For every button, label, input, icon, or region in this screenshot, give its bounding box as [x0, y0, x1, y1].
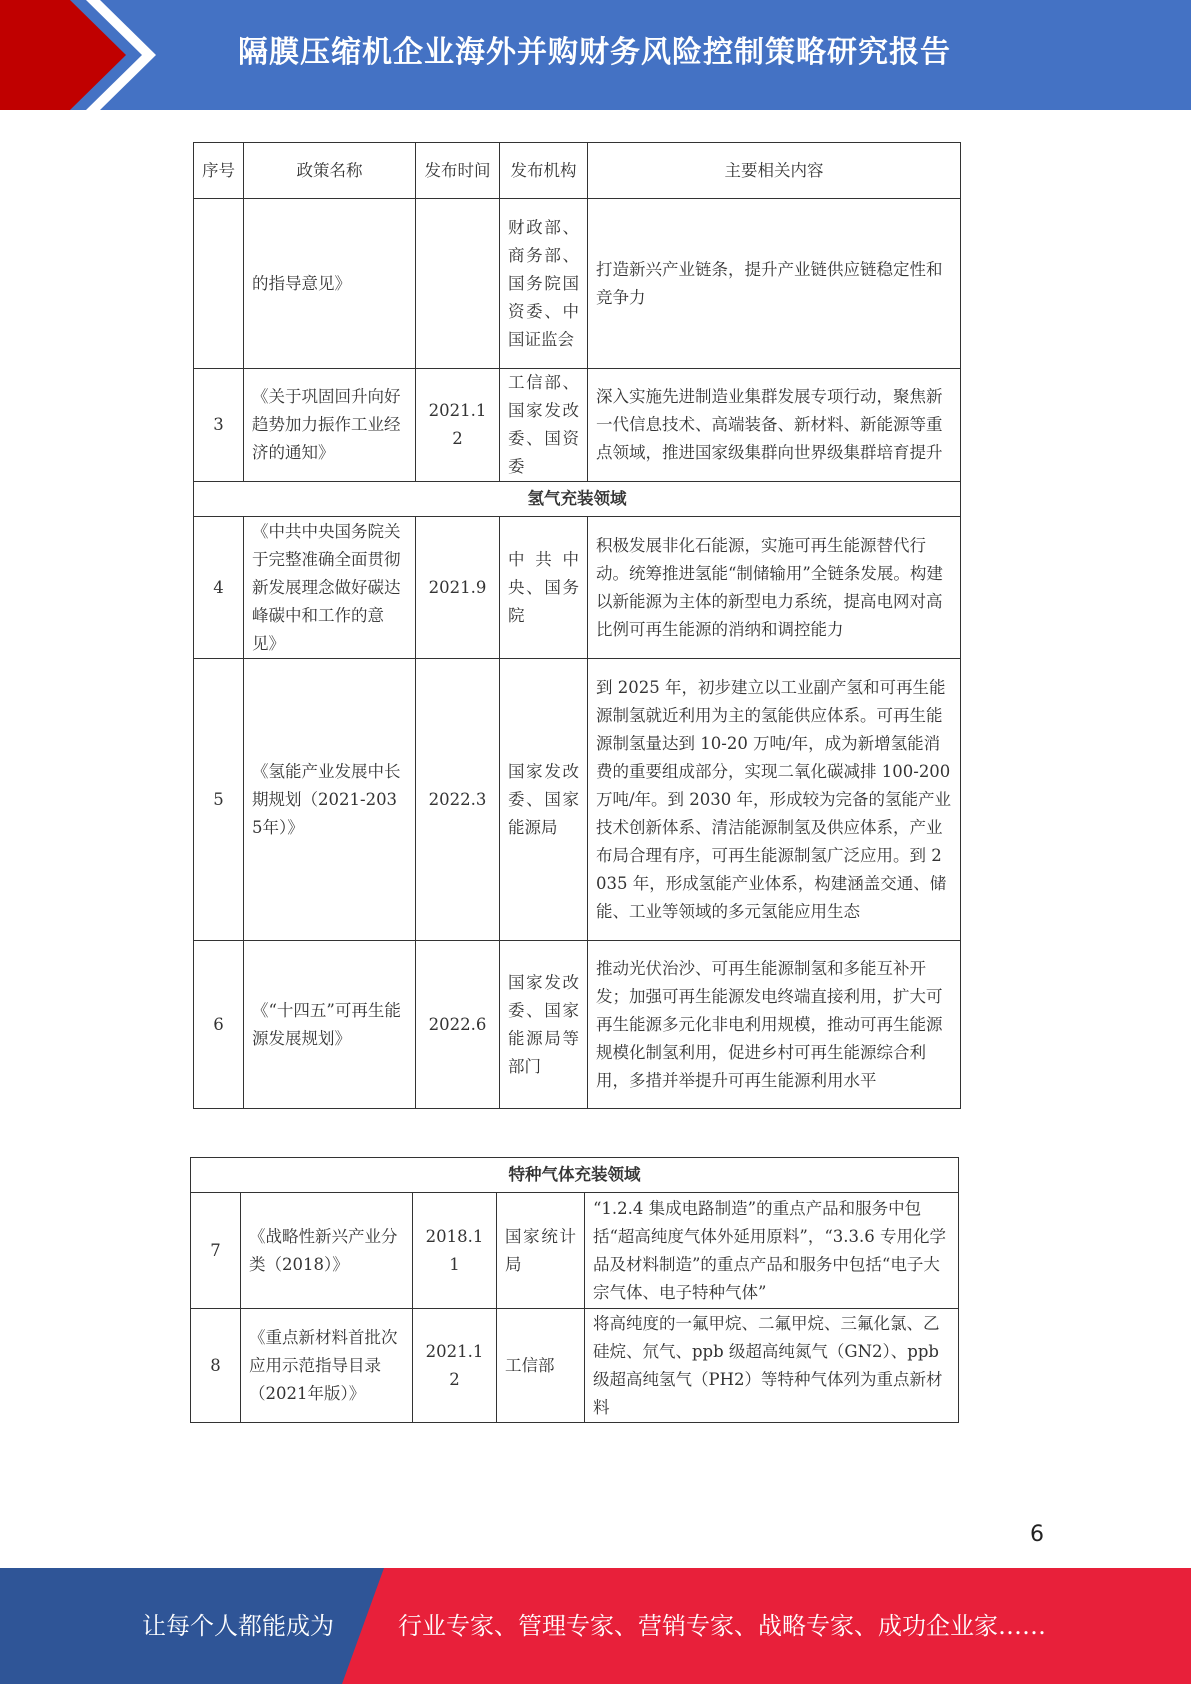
footer-slogan-right: 行业专家、管理专家、营销专家、战略专家、成功企业家……: [398, 1612, 1046, 1640]
table-row: [194, 659, 961, 941]
row-content: 到 2025 年，初步建立以工业副产氢和可再生能源制氢就近利用为主的氢能供应体系。可再生能源制氢量达到 10-20 万吨/年，成为新增氢能消费的重要组成部分，实现二氧化碳减排 100-200 万吨/年。到 2030 年，形成较为完备的氢能产业技术创新体系、清洁能源制氢及供应体系，产业布局合理有序，可再生能源制氢广泛应用。到 2035 年，形成氢能产业体系，构建涵盖交通、储能、工业等领域的多元氢能应用生态: [588, 659, 961, 941]
table-row: [194, 369, 961, 482]
row-org: 国家发改委、国家能源局: [500, 659, 588, 941]
row-content: 深入实施先进制造业集群发展专项行动，聚焦新一代信息技术、高端装备、新材料、新能源等重点领域，推进国家级集群向世界级集群培育提升: [588, 369, 961, 482]
row-date: 2021.9: [416, 517, 500, 659]
col-header-content: 主要相关内容: [588, 143, 961, 199]
row-date: 2022.3: [416, 659, 500, 941]
table-header-row: [194, 143, 961, 199]
table-row: [194, 517, 961, 659]
row-no: 8: [191, 1309, 241, 1423]
report-title: 隔膜压缩机企业海外并购财务风险控制策略研究报告: [238, 35, 951, 70]
row-content: “1.2.4 集成电路制造”的重点产品和服务中包括“超高纯度气体外延用原料”，“3.3.6 专用化学品及材料制造”的重点产品和服务中包括“电子大宗气体、电子特种气体”: [585, 1193, 959, 1309]
footer-slogan-left: 让每个人都能成为: [142, 1612, 334, 1640]
section-row-hydrogen: [194, 482, 961, 517]
row-policy-name: 《关于巩固回升向好趋势加力振作工业经济的通知》: [244, 369, 416, 482]
table-row: [194, 199, 961, 369]
row-date: [416, 199, 500, 369]
row-no: 7: [191, 1193, 241, 1309]
row-org: 工信部、国家发改委、国资委: [500, 369, 588, 482]
row-date: 2021.12: [416, 369, 500, 482]
policy-table-continued: [190, 1157, 959, 1423]
col-header-name: 政策名称: [244, 143, 416, 199]
table-row: [194, 941, 961, 1109]
row-content: 积极发展非化石能源，实施可再生能源替代行动。统筹推进氢能“制储输用”全链条发展。构建以新能源为主体的新型电力系统，提高电网对高比例可再生能源的消纳和调控能力: [588, 517, 961, 659]
table-row: [191, 1193, 959, 1309]
col-header-no: 序号: [194, 143, 244, 199]
row-no: 3: [194, 369, 244, 482]
row-date: 2018.11: [413, 1193, 497, 1309]
row-org: 工信部: [497, 1309, 585, 1423]
row-policy-name: 的指导意见》: [244, 199, 416, 369]
row-date: 2021.12: [413, 1309, 497, 1423]
row-content: 推动光伏治沙、可再生能源制氢和多能互补开发；加强可再生能源发电终端直接利用，扩大可再生能源多元化非电利用规模，推动可再生能源规模化制氢利用，促进乡村可再生能源综合利用，多措并举提升可再生能源利用水平: [588, 941, 961, 1109]
row-no: 4: [194, 517, 244, 659]
col-header-org: 发布机构: [500, 143, 588, 199]
row-no: 6: [194, 941, 244, 1109]
policy-table: [193, 142, 961, 1109]
row-org: 国家发改委、国家能源局等部门: [500, 941, 588, 1109]
page-footer: [0, 1568, 1191, 1684]
section-row-special-gas: [191, 1158, 959, 1193]
section-title: 氢气充装领域: [194, 482, 961, 517]
row-policy-name: 《重点新材料首批次应用示范指导目录（2021年版）》: [241, 1309, 413, 1423]
table-row: [191, 1309, 959, 1423]
page-number: 6: [1030, 1522, 1044, 1547]
col-header-date: 发布时间: [416, 143, 500, 199]
row-no: 5: [194, 659, 244, 941]
page-header: [0, 0, 1191, 110]
row-no: [194, 199, 244, 369]
row-date: 2022.6: [416, 941, 500, 1109]
row-org: 财政部、商务部、国务院国资委、中国证监会: [500, 199, 588, 369]
row-policy-name: 《战略性新兴产业分类（2018）》: [241, 1193, 413, 1309]
row-org: 国家统计局: [497, 1193, 585, 1309]
section-title: 特种气体充装领域: [191, 1158, 959, 1193]
row-content: 将高纯度的一氟甲烷、二氟甲烷、三氟化氯、乙硅烷、氘气、ppb 级超高纯氮气（GN2）、ppb 级超高纯氢气（PH2）等特种气体列为重点新材料: [585, 1309, 959, 1423]
row-policy-name: 《中共中央国务院关于完整准确全面贯彻新发展理念做好碳达峰碳中和工作的意见》: [244, 517, 416, 659]
row-org: 中共中央、国务院: [500, 517, 588, 659]
row-policy-name: 《氢能产业发展中长期规划（2021-2035年）》: [244, 659, 416, 941]
row-content: 打造新兴产业链条，提升产业链供应链稳定性和竞争力: [588, 199, 961, 369]
row-policy-name: 《“十四五”可再生能源发展规划》: [244, 941, 416, 1109]
